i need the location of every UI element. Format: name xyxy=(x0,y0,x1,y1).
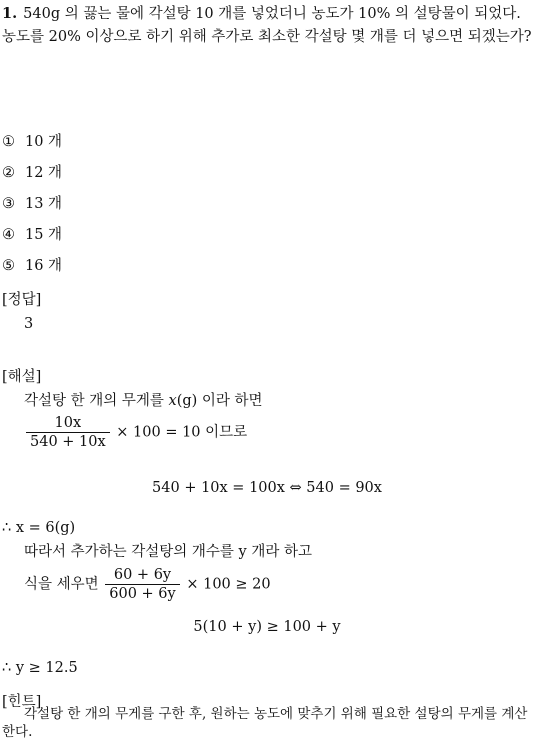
option-mark: ④ xyxy=(2,227,15,243)
option-3[interactable] xyxy=(2,193,62,216)
fraction-numerator: 60 + 6y xyxy=(113,567,172,583)
option-5[interactable] xyxy=(2,255,62,278)
option-mark: ⑤ xyxy=(2,258,15,274)
explanation-label: [해설] xyxy=(2,369,42,385)
variable-x: x xyxy=(168,393,177,409)
answer-value: 3 xyxy=(24,316,34,332)
option-value: 13 개 xyxy=(25,196,63,212)
fraction-1 xyxy=(26,414,110,451)
option-mark: ③ xyxy=(2,196,15,212)
result-2: ∴ y ≥ 12.5 xyxy=(2,660,78,676)
explanation-text: 이라 하면 xyxy=(197,393,263,409)
fraction-denominator: 600 + 6y xyxy=(105,584,179,603)
option-1[interactable] xyxy=(2,131,62,154)
option-value: 10 개 xyxy=(25,134,63,150)
option-mark: ① xyxy=(2,134,15,150)
result-1: ∴ x = 6(g) xyxy=(2,520,76,536)
answer-label: [정답] xyxy=(2,292,42,308)
option-2[interactable] xyxy=(2,162,62,185)
question xyxy=(2,2,534,49)
option-value: 12 개 xyxy=(25,165,63,181)
option-4[interactable] xyxy=(2,224,62,247)
fraction-2 xyxy=(105,566,179,603)
explanation-text: × 100 = 10 이므로 xyxy=(111,424,248,441)
question-text: 540g 의 끓는 물에 각설탕 10 개를 넣었더니 농도가 10% 의 설탕물이 되었다. 농도를 20% 이상으로 하기 위해 추가로 최소한 각설탕 몇 개를 더 넣으면 되겠는가? xyxy=(2,6,532,45)
explanation-line-3: 따라서 추가하는 각설탕의 개수를 y 개라 하고 xyxy=(24,544,312,560)
option-value: 15 개 xyxy=(25,227,63,243)
explanation-text: × 100 ≥ 20 xyxy=(181,576,271,593)
unit-text: (g) xyxy=(176,393,198,409)
question-number: 1. xyxy=(2,5,18,22)
explanation-line-2 xyxy=(24,414,247,451)
explanation-text: 식을 세우면 xyxy=(24,576,104,593)
fraction-denominator: 540 + 10x xyxy=(26,432,110,451)
equation-2: 5(10 + y) ≥ 100 + y xyxy=(193,619,341,635)
fraction-numerator: 10x xyxy=(54,415,82,431)
explanation-line-1 xyxy=(24,390,263,413)
hint-text: 각설탕 한 개의 무게를 구한 후, 원하는 농도에 맞추기 위해 필요한 설탕의 무게를 계산한다. xyxy=(2,706,528,740)
explanation-text: 각설탕 한 개의 무게를 xyxy=(24,393,169,409)
explanation-line-4 xyxy=(24,566,271,603)
hint-label: [힌트] xyxy=(2,694,42,710)
option-value: 16 개 xyxy=(25,258,63,274)
equation-1: 540 + 10x = 100x ⇔ 540 = 90x xyxy=(152,480,382,496)
option-mark: ② xyxy=(2,165,15,181)
